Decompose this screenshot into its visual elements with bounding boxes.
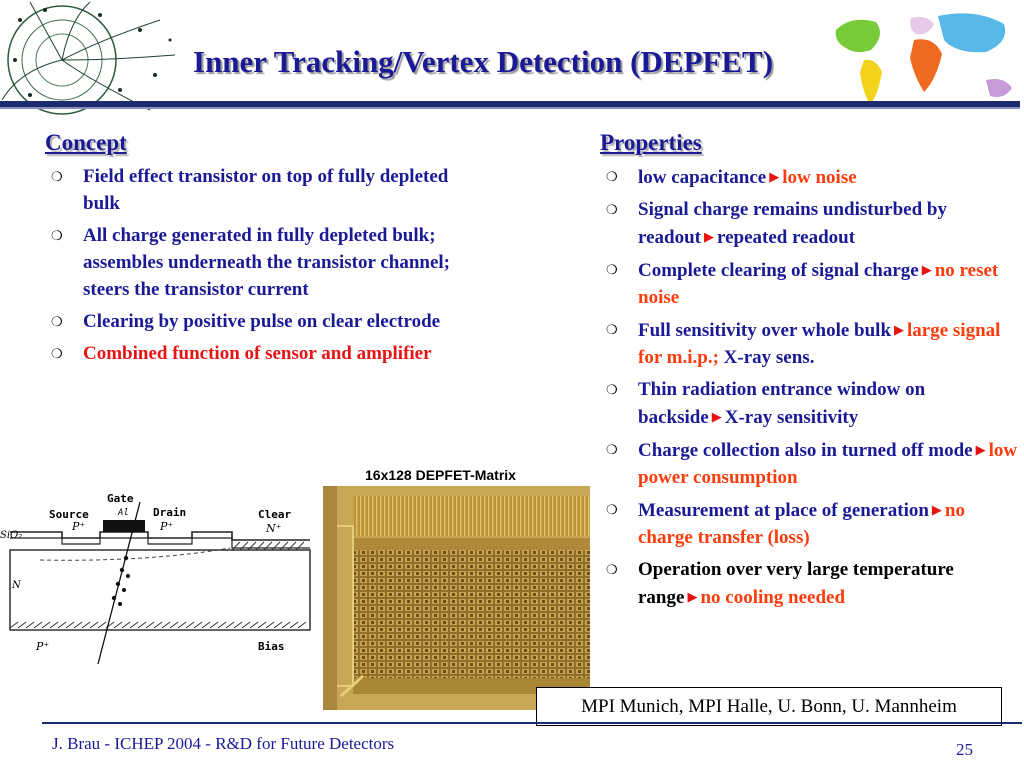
property-result: low noise bbox=[782, 167, 857, 188]
label-al: Al bbox=[118, 508, 129, 518]
property-result-extra: X-ray sens. bbox=[723, 347, 815, 368]
concept-item-text: Field effect transistor on top of fully depleted bulk bbox=[83, 166, 449, 214]
property-result: no reset noise bbox=[638, 260, 999, 308]
concept-item bbox=[45, 308, 460, 335]
label-p-plus-source: P⁺ bbox=[72, 520, 86, 533]
concept-column bbox=[45, 130, 460, 367]
property-result: low power consumption bbox=[638, 440, 1018, 488]
bullet-icon: ❍ bbox=[606, 562, 618, 577]
title-rule-light bbox=[0, 107, 1020, 109]
arrow-icon: ▶ bbox=[687, 589, 698, 604]
property-item bbox=[600, 436, 1024, 491]
property-text: Signal charge remains undisturbed by readout bbox=[638, 199, 947, 248]
property-item bbox=[600, 163, 1024, 191]
property-result: no cooling needed bbox=[700, 587, 846, 608]
label-source: Source bbox=[49, 508, 89, 521]
footer-rule bbox=[42, 722, 1022, 724]
bullet-icon: ❍ bbox=[606, 442, 618, 457]
matrix-caption: 16x128 DEPFET-Matrix bbox=[365, 467, 516, 483]
depfet-matrix-photo bbox=[323, 486, 590, 710]
arrow-icon: ▶ bbox=[894, 322, 905, 337]
property-text: Full sensitivity over whole bulk bbox=[638, 320, 892, 341]
concept-item bbox=[45, 163, 460, 217]
label-sio2: SiO₂ bbox=[0, 530, 23, 541]
label-p-plus-bottom: P⁺ bbox=[36, 640, 50, 653]
property-item bbox=[600, 376, 1024, 431]
property-text: Complete clearing of signal charge bbox=[638, 260, 919, 281]
bullet-icon: ❍ bbox=[606, 169, 618, 184]
property-text: Operation over very large temperature range bbox=[638, 559, 954, 608]
label-p-plus-drain: P⁺ bbox=[160, 520, 174, 533]
page-number: 25 bbox=[956, 740, 973, 759]
concept-item-text: Clearing by positive pulse on clear electrode bbox=[83, 311, 441, 332]
institutions-credit: MPI Munich, MPI Halle, U. Bonn, U. Mannheim bbox=[536, 687, 1002, 726]
property-item bbox=[600, 496, 1024, 551]
bullet-icon: ❍ bbox=[606, 382, 618, 397]
concept-item bbox=[45, 340, 460, 367]
footer-text: J. Brau - ICHEP 2004 - R&D for Future Detectors bbox=[52, 734, 395, 753]
bullet-icon: ❍ bbox=[51, 346, 63, 361]
bullet-icon: ❍ bbox=[606, 502, 618, 517]
property-result: X-ray sensitivity bbox=[724, 407, 859, 428]
concept-item-text: Combined function of sensor and amplifier bbox=[83, 343, 432, 364]
property-item bbox=[600, 556, 1024, 611]
arrow-icon: ▶ bbox=[931, 502, 942, 517]
concept-item-text: All charge generated in fully depleted bulk; assembles underneath the transistor channel; steers the transistor current bbox=[83, 225, 450, 300]
bullet-icon: ❍ bbox=[51, 228, 63, 243]
property-item bbox=[600, 316, 1024, 371]
arrow-icon: ▶ bbox=[769, 169, 780, 184]
gate-electrode bbox=[103, 520, 145, 532]
bullet-icon: ❍ bbox=[51, 314, 63, 329]
property-item bbox=[600, 196, 1024, 251]
bullet-icon: ❍ bbox=[606, 322, 618, 337]
depfet-schematic bbox=[0, 490, 320, 665]
label-n: N bbox=[12, 580, 21, 591]
properties-column bbox=[600, 130, 1024, 611]
label-drain: Drain bbox=[153, 506, 187, 519]
slide-title: Inner Tracking/Vertex Detection (DEPFET) bbox=[193, 44, 774, 79]
label-n-plus: N⁺ bbox=[266, 522, 282, 535]
concept-heading: Concept bbox=[45, 130, 127, 155]
bullet-icon: ❍ bbox=[606, 202, 618, 217]
property-result: repeated readout bbox=[716, 227, 856, 248]
world-map-graphic bbox=[826, 10, 1022, 110]
concept-item bbox=[45, 222, 460, 303]
label-bias: Bias bbox=[258, 640, 285, 653]
property-result: large signal for m.i.p.; bbox=[638, 320, 1001, 368]
property-text: Thin radiation entrance window on backside bbox=[638, 379, 926, 428]
arrow-icon: ▶ bbox=[711, 409, 722, 424]
property-text: low capacitance bbox=[638, 167, 767, 188]
properties-heading: Properties bbox=[600, 130, 702, 155]
arrow-icon: ▶ bbox=[703, 229, 714, 244]
property-result: no charge transfer (loss) bbox=[638, 500, 965, 548]
arrow-icon: ▶ bbox=[921, 262, 932, 277]
label-gate: Gate bbox=[107, 492, 134, 505]
property-text: Measurement at place of generation bbox=[638, 500, 929, 521]
label-clear: Clear bbox=[258, 508, 292, 521]
property-text: Charge collection also in turned off mode bbox=[638, 440, 973, 461]
bullet-icon: ❍ bbox=[51, 169, 63, 184]
arrow-icon: ▶ bbox=[975, 442, 986, 457]
property-item bbox=[600, 256, 1024, 311]
bullet-icon: ❍ bbox=[606, 262, 618, 277]
